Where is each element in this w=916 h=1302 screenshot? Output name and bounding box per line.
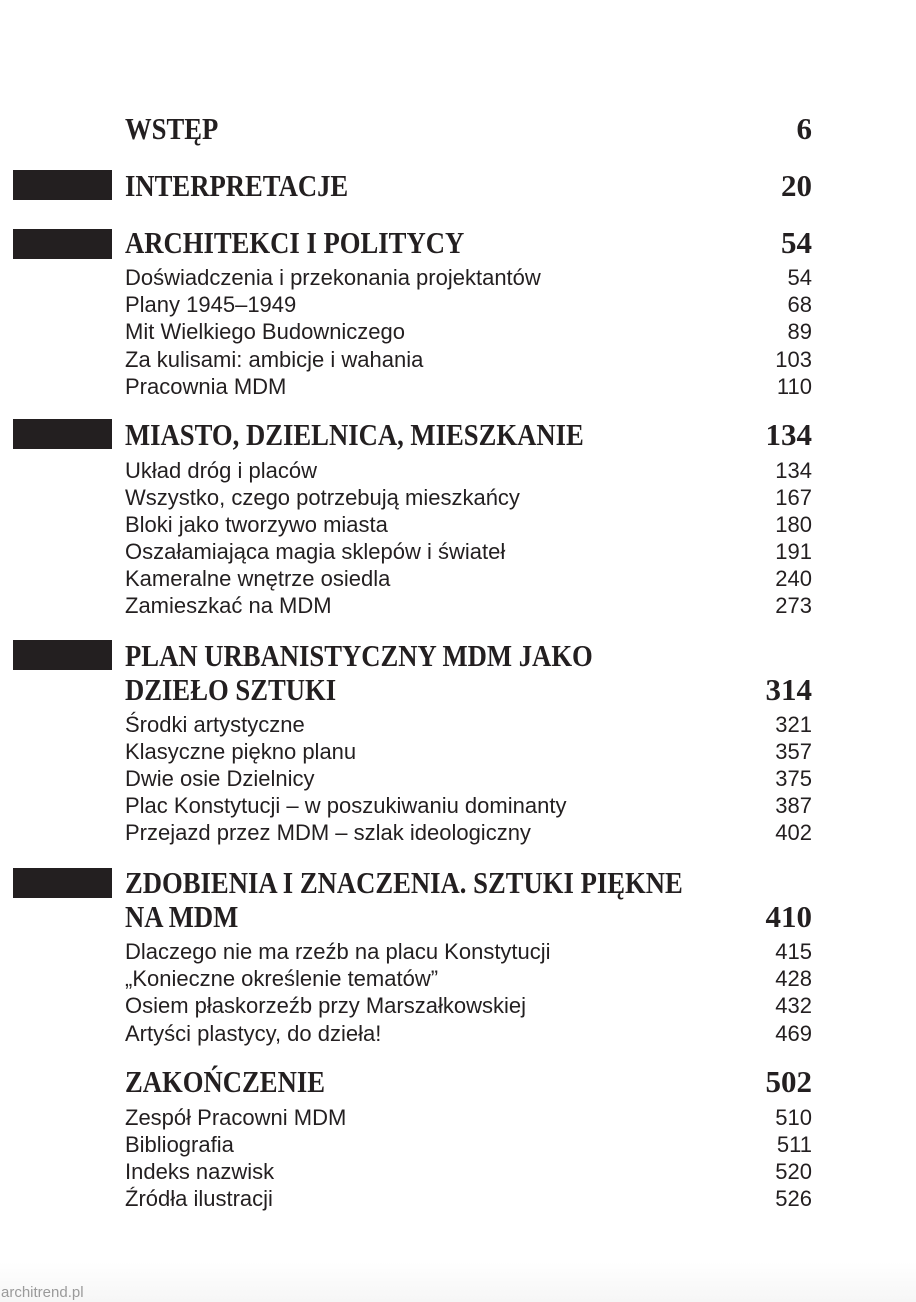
toc-item-page: 134 [775,458,812,483]
toc-item-title[interactable]: Zamieszkać na MDM [125,593,332,618]
toc-item-title[interactable]: Wszystko, czego potrzebują mieszkańcy [125,485,520,510]
toc-item-page: 321 [775,712,812,737]
toc-item-title[interactable]: Układ dróg i placów [125,458,317,483]
toc-item-page: 103 [775,347,812,372]
toc-item-title[interactable]: Kameralne wnętrze osiedla [125,566,391,591]
section-title-line-1[interactable]: PLAN URBANISTYCZNY MDM JAKO [125,638,593,673]
watermark-text: architrend.pl [1,1284,84,1301]
section-page: 314 [765,672,812,707]
toc-item-title[interactable]: Mit Wielkiego Budowniczego [125,319,406,344]
section-marker-zdobienia [13,868,112,898]
toc-item-title[interactable]: Bloki jako tworzywo miasta [125,512,388,537]
section-title[interactable]: ZAKOŃCZENIE [125,1064,325,1099]
toc-item-page: 240 [775,566,812,591]
section-title-line-1[interactable]: ZDOBIENIA I ZNACZENIA. SZTUKI PIĘKNE [125,865,683,900]
toc-item-title[interactable]: Artyści plastycy, do dzieła! [125,1021,382,1046]
toc-item-title[interactable]: Środki artystyczne [125,712,305,737]
section-page: 502 [765,1064,812,1099]
toc-item-page: 191 [775,539,812,564]
toc-item-page: 510 [775,1105,812,1130]
section-page: 6 [796,111,812,146]
toc-item-title[interactable]: Plac Konstytucji – w poszukiwaniu dominanty [125,793,567,818]
section-marker-interpretacje [13,170,112,200]
toc-item-title[interactable]: Klasyczne piękno planu [125,739,357,764]
toc-item-page: 387 [775,793,812,818]
section-page: 134 [765,417,812,452]
toc-item-title[interactable]: Przejazd przez MDM – szlak ideologiczny [125,820,531,845]
toc-item-page: 526 [775,1186,812,1211]
toc-item-title[interactable]: Bibliografia [125,1132,234,1157]
toc-item-title[interactable]: Indeks nazwisk [125,1159,275,1184]
toc-item-page: 511 [776,1132,812,1157]
section-title-line-2[interactable]: DZIEŁO SZTUKI [125,672,337,707]
toc-item-page: 89 [787,319,812,344]
footer-strip [0,1262,916,1302]
toc-item-page: 520 [775,1159,812,1184]
section-marker-plan [13,640,112,670]
toc-item-title[interactable]: Źródła ilustracji [125,1186,273,1211]
section-title-line-2[interactable]: NA MDM [125,899,239,934]
section-title[interactable]: ARCHITEKCI I POLITYCY [125,225,465,260]
toc-item-title[interactable]: „Konieczne określenie tematów” [125,966,439,991]
section-page: 54 [781,225,812,260]
section-page: 20 [781,168,812,203]
section-title[interactable]: INTERPRETACJE [125,168,349,203]
toc-item-title[interactable]: Oszałamiająca magia sklepów i świateł [125,539,506,564]
toc-item-page: 180 [775,512,812,537]
toc-item-title[interactable]: Dwie osie Dzielnicy [125,766,315,791]
section-title[interactable]: WSTĘP [125,111,219,146]
toc-item-page: 68 [787,292,812,317]
toc-item-page: 110 [776,374,812,399]
toc-item-title[interactable]: Plany 1945–1949 [125,292,297,317]
toc-item-title[interactable]: Za kulisami: ambicje i wahania [125,347,424,372]
toc-item-page: 428 [775,966,812,991]
toc-item-page: 415 [775,939,812,964]
toc-item-title[interactable]: Osiem płaskorzeźb przy Marszałkowskiej [125,993,526,1018]
section-marker-miasto [13,419,112,449]
toc-item-title[interactable]: Zespół Pracowni MDM [125,1105,347,1130]
section-page: 410 [765,899,812,934]
toc-item-page: 357 [775,739,812,764]
toc-item-page: 54 [787,265,812,290]
toc-item-page: 167 [775,485,812,510]
toc-item-title[interactable]: Dlaczego nie ma rzeźb na placu Konstytucji [125,939,551,964]
toc-item-title[interactable]: Doświadczenia i przekonania projektantów [125,265,541,290]
section-marker-architekci [13,229,112,259]
toc-item-page: 375 [775,766,812,791]
toc-item-page: 432 [775,993,812,1018]
toc-item-page: 273 [775,593,812,618]
toc-item-page: 469 [775,1021,812,1046]
section-title[interactable]: MIASTO, DZIELNICA, MIESZKANIE [125,417,584,452]
toc-item-title[interactable]: Pracownia MDM [125,374,287,399]
toc-item-page: 402 [775,820,812,845]
